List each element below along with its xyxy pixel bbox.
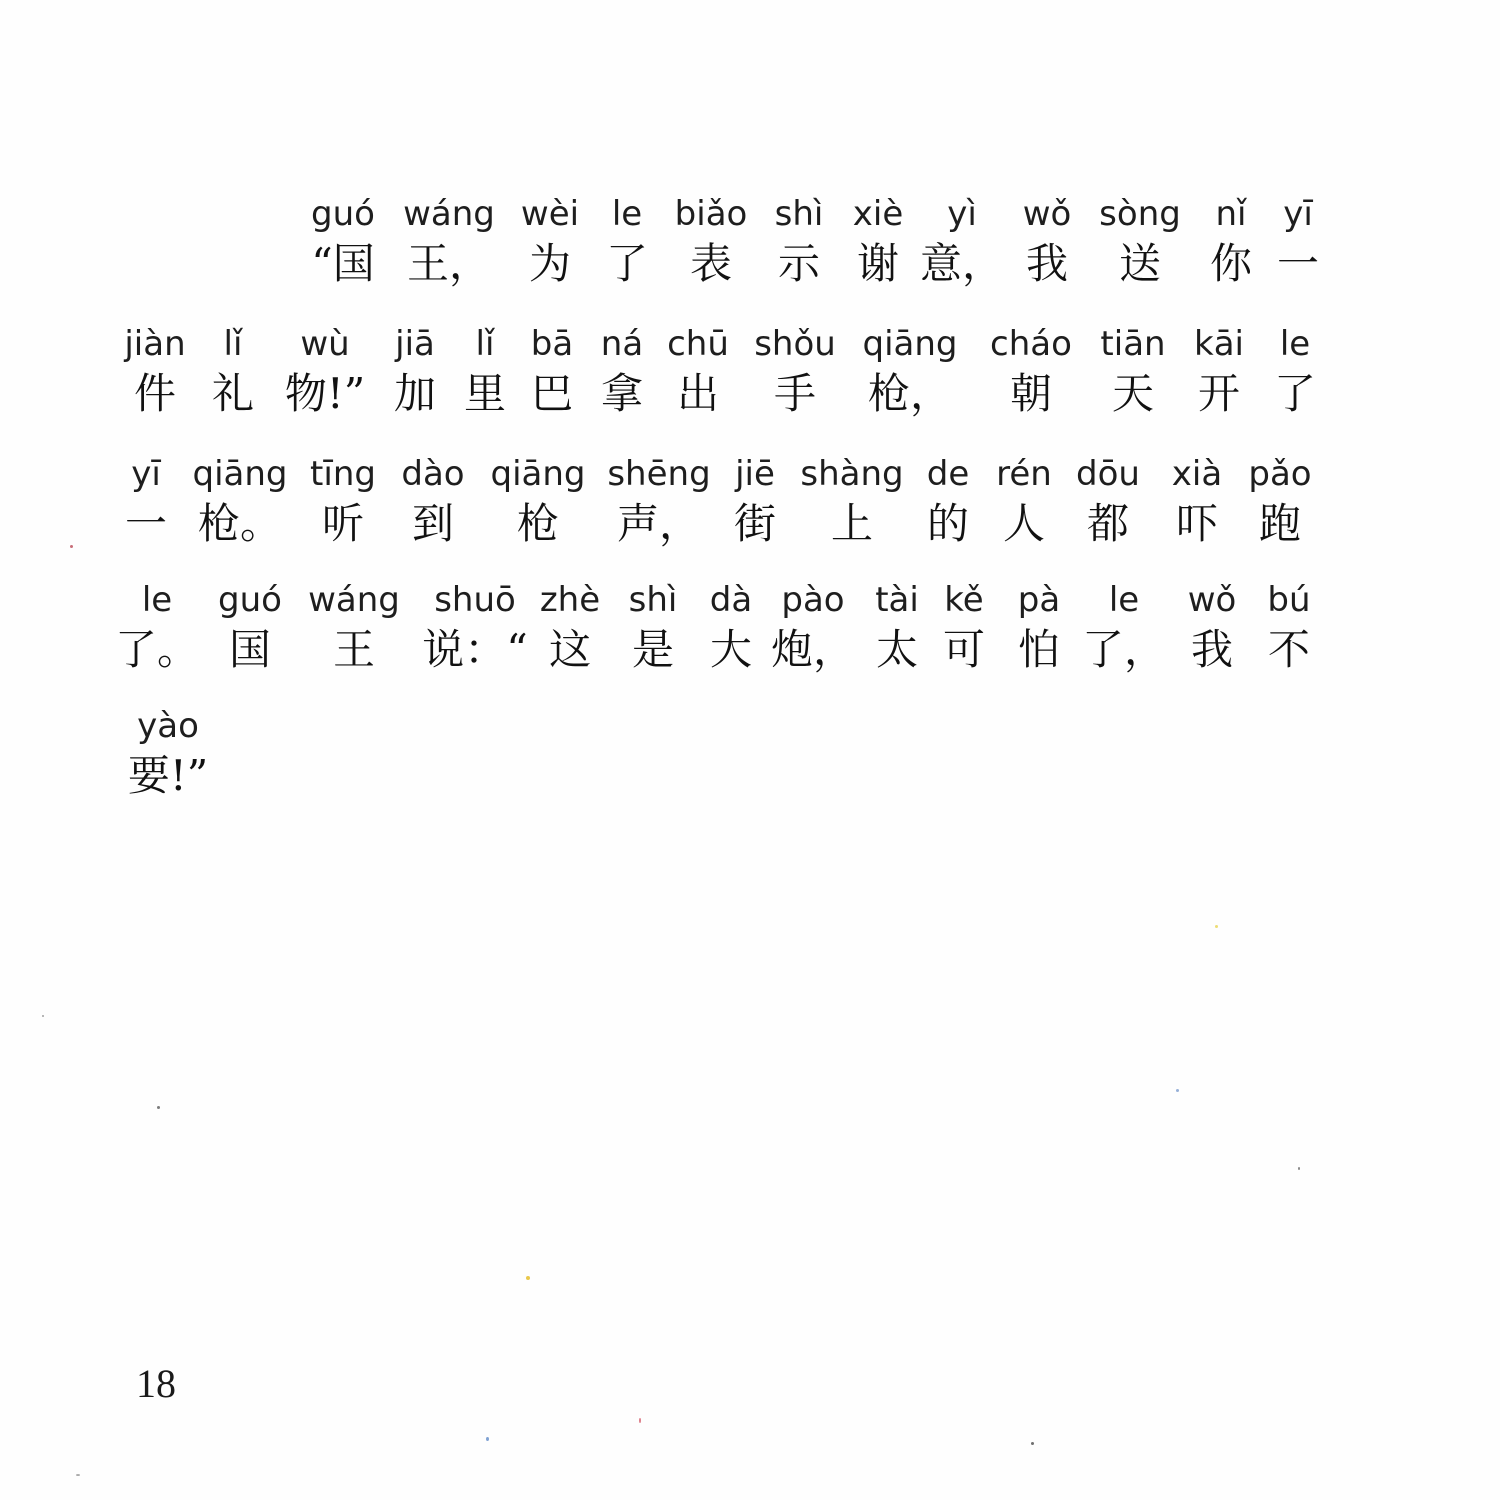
pinyin: chū	[667, 324, 729, 364]
hanzi: 了，	[1081, 625, 1167, 674]
pinyin: guó	[311, 194, 375, 234]
pinyin: qiāng	[862, 324, 958, 364]
pinyin: tài	[875, 580, 919, 620]
pinyin: le	[1108, 580, 1140, 620]
hanzi: 怕	[1017, 625, 1061, 674]
scan-speck	[76, 1474, 80, 1476]
pinyin: kāi	[1194, 324, 1244, 364]
pinyin: tiān	[1100, 324, 1166, 364]
hanzi: 送	[1118, 239, 1162, 288]
pinyin: wèi	[520, 194, 580, 234]
page-number: 18	[136, 1361, 176, 1406]
text-line-4	[0, 580, 1500, 674]
hanzi: 王	[332, 625, 376, 674]
text-line-2	[0, 324, 1500, 418]
pinyin: dào	[401, 454, 465, 494]
pinyin: jiā	[395, 324, 435, 364]
hanzi: 了	[605, 239, 649, 288]
hanzi: 手	[773, 369, 817, 418]
pinyin: ná	[600, 324, 644, 364]
pinyin: wǒ	[1187, 580, 1237, 620]
pinyin: shēng	[607, 454, 711, 494]
scan-speck	[526, 1276, 530, 1280]
hanzi: “国	[311, 239, 375, 288]
hanzi: 要!”	[127, 751, 209, 800]
hanzi: 人	[1002, 499, 1046, 548]
hanzi: 了	[1273, 369, 1317, 418]
hanzi: 我	[1190, 625, 1234, 674]
pinyin: yào	[137, 706, 199, 746]
pinyin: qiāng	[490, 454, 586, 494]
pinyin: biǎo	[674, 194, 748, 234]
hanzi: 出	[676, 369, 720, 418]
text-line-3	[0, 454, 1500, 548]
hanzi: 里	[463, 369, 507, 418]
pinyin: rén	[996, 454, 1052, 494]
hanzi: 天	[1111, 369, 1155, 418]
hanzi: 吓	[1175, 499, 1219, 548]
hanzi: 街	[733, 499, 777, 548]
hanzi: 跑	[1258, 499, 1302, 548]
pinyin: shì	[774, 194, 824, 234]
hanzi: 了。	[114, 625, 200, 674]
hanzi: 都	[1086, 499, 1130, 548]
pinyin: de	[926, 454, 970, 494]
pinyin: kě	[944, 580, 984, 620]
hanzi: 说：“	[422, 625, 528, 674]
hanzi: 谢	[856, 239, 900, 288]
pinyin: yì	[947, 194, 977, 234]
pinyin: shǒu	[754, 324, 836, 364]
pinyin: shuō	[434, 580, 516, 620]
scan-speck	[1215, 925, 1218, 928]
scan-speck	[1298, 1167, 1300, 1170]
hanzi: 件	[133, 369, 177, 418]
pinyin: jiē	[735, 454, 775, 494]
hanzi: 朝	[1009, 369, 1053, 418]
pinyin: le	[611, 194, 643, 234]
hanzi: 枪	[516, 499, 560, 548]
pinyin: lǐ	[475, 324, 495, 364]
scan-speck	[70, 545, 73, 548]
pinyin: xià	[1171, 454, 1223, 494]
pinyin: xiè	[852, 194, 904, 234]
pinyin: pà	[1017, 580, 1061, 620]
pinyin: jiàn	[124, 324, 186, 364]
hanzi: 我	[1025, 239, 1069, 288]
pinyin: tīng	[310, 454, 376, 494]
hanzi: 表	[689, 239, 733, 288]
pinyin: wáng	[403, 194, 495, 234]
hanzi: 拿	[600, 369, 644, 418]
hanzi: 枪。	[197, 499, 283, 548]
pinyin: lǐ	[223, 324, 243, 364]
hanzi: 为	[528, 239, 572, 288]
pinyin: bā	[530, 324, 574, 364]
pinyin: qiāng	[192, 454, 288, 494]
hanzi: 加	[393, 369, 437, 418]
hanzi: 一	[1276, 239, 1320, 288]
scan-speck	[486, 1437, 489, 1441]
pinyin: sòng	[1099, 194, 1181, 234]
pinyin: bú	[1267, 580, 1311, 620]
hanzi: 一	[124, 499, 168, 548]
pinyin: le	[141, 580, 173, 620]
hanzi: 大	[709, 625, 753, 674]
pinyin: wù	[300, 324, 350, 364]
hanzi: 巴	[530, 369, 574, 418]
pinyin: pào	[781, 580, 845, 620]
hanzi: 示	[777, 239, 821, 288]
hanzi: 的	[926, 499, 970, 548]
hanzi: 礼	[211, 369, 255, 418]
pinyin: pǎo	[1248, 454, 1312, 494]
pinyin: zhè	[539, 580, 601, 620]
pinyin: cháo	[990, 324, 1072, 364]
hanzi: 物!”	[284, 369, 366, 418]
pinyin: shì	[628, 580, 678, 620]
hanzi: 枪，	[867, 369, 953, 418]
pinyin: yī	[131, 454, 161, 494]
scan-speck	[1176, 1089, 1179, 1092]
pinyin: dà	[709, 580, 753, 620]
scan-speck	[1031, 1442, 1034, 1445]
hanzi: 不	[1267, 625, 1311, 674]
pinyin: le	[1279, 324, 1311, 364]
hanzi: 王，	[406, 239, 492, 288]
hanzi: 声，	[616, 499, 702, 548]
hanzi: 你	[1209, 239, 1253, 288]
hanzi: 开	[1197, 369, 1241, 418]
pinyin: wáng	[308, 580, 400, 620]
text-line-5	[0, 706, 1500, 800]
hanzi: 听	[321, 499, 365, 548]
hanzi: 意，	[919, 239, 1005, 288]
hanzi: 太	[875, 625, 919, 674]
scan-speck	[42, 1015, 44, 1017]
text-line-1	[0, 194, 1500, 288]
hanzi: 国	[228, 625, 272, 674]
hanzi: 到	[411, 499, 455, 548]
scan-speck	[157, 1106, 160, 1109]
hanzi: 这	[548, 625, 592, 674]
pinyin: guó	[218, 580, 282, 620]
hanzi: 上	[830, 499, 874, 548]
pinyin: nǐ	[1215, 194, 1247, 234]
pinyin: dōu	[1076, 454, 1140, 494]
pinyin: wǒ	[1022, 194, 1072, 234]
scan-speck	[639, 1418, 641, 1423]
hanzi: 炮，	[770, 625, 856, 674]
hanzi: 是	[631, 625, 675, 674]
pinyin: shàng	[800, 454, 904, 494]
pinyin: yī	[1283, 194, 1313, 234]
hanzi: 可	[942, 625, 986, 674]
